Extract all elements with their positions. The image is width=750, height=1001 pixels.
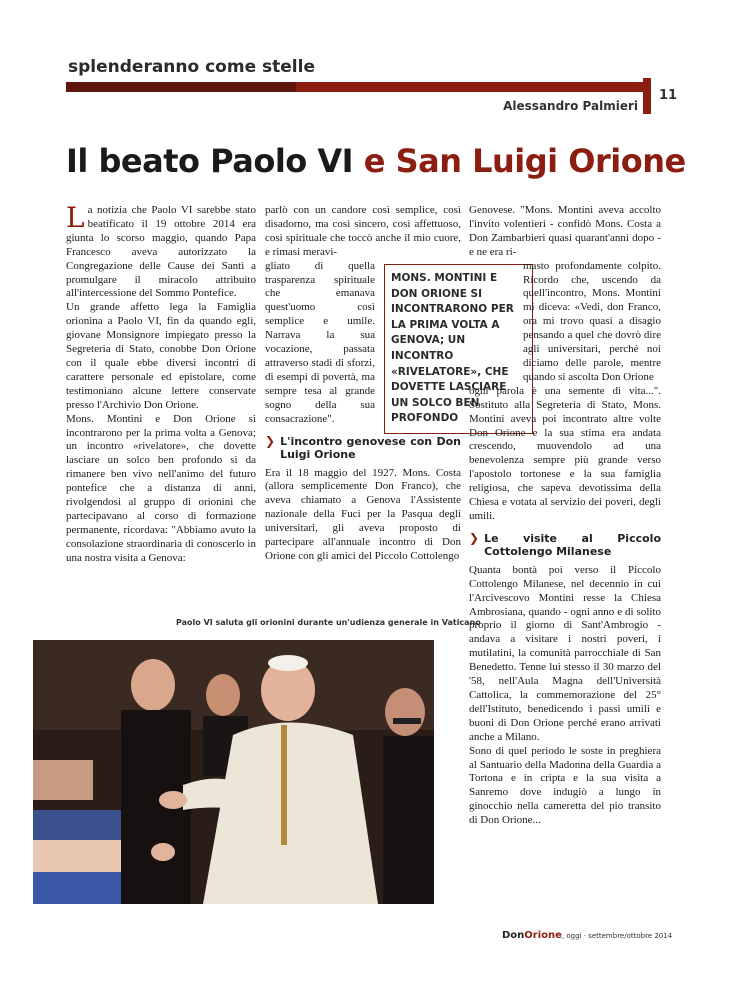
paragraph: Mons. Montini e Don Orione si incontrarono per la prima volta a Genova; un incontro «rivelatore», che dovette lasciare un solco ben profondo si da rimanere ben vivo nell'animo del futuro pontefice che a distanza di anni, rivolgendosi al gruppo di orionini che partecipavano al corso di formazione permanente, ricordava: "Abbiamo avuto la consolazione straordinaria di conoscerlo in una nostra visita a Genova:: [66, 412, 256, 564]
brand-suffix: , oggi · settembre/ottobre 2014: [561, 932, 673, 940]
arrow-icon: ❯: [469, 530, 480, 545]
intro-paragraph: [66, 201, 256, 301]
page-number: 11: [659, 88, 678, 103]
title-part-1: Il beato Paolo VI: [66, 142, 354, 180]
paragraph: Genovese. "Mons. Montini aveva accolto l'invito volentieri - confidò Mons. Costa a Don Zambarbieri quasi quarant'anni dopo - e ne era ri-: [469, 204, 661, 258]
photo-caption: Paolo VI saluta gli orionini durante un'udienza generale in Vaticano: [176, 618, 481, 627]
subheading-text: L'incontro genovese con Don Luigi Orione: [280, 434, 461, 461]
paragraph: gliato di quella trasparenza spirituale che emanava quest'uomo così semplice e umile. Narrava la sua vocazione, passata attraverso stadi di sforzi, di esempi di povertà, ma sempre tesa al grande sogno della sua consacrazione".: [265, 259, 375, 425]
dropcap: L: [66, 201, 85, 234]
section-title: splenderanno come stelle: [68, 57, 315, 77]
intro-text: a notizia che Paolo VI sarebbe stato beatificato il 19 ottobre 2014 era giunta lo scorso maggio, quando Papa Francesco aveva autorizzato la Congregazione delle Cause dei Santi a promulgare il miracolo attribuito all'intercessione del Sommo Pontefice.: [66, 204, 256, 300]
paragraph: masto profondamente colpito. Ricordo che, uscendo da quell'incontro, Mons. Montini mi diceva: «Vedi, don Franco, ora mi trovo quasi a disagio pensando a quel che dovrò dire agli universitari, perché noi diciamo delle parole, mentre quando si ascolta Don Orione: [523, 259, 661, 383]
article-title: [66, 142, 686, 180]
brand-part-2: Orione: [524, 930, 562, 941]
paragraph: Quanta bontà poi verso il Piccolo Cottolengo Milanese, nel decennio in cui l'Arcivescovo Montini resse la Chiesa Ambrosiana, quando - ogni anno e di solito proprio il giorno di Sant'Ambrogio - andava a visitare i nostri poveri, i mutilatini, la comunità parrocchiale di San Benedetto. Tenne lui stesso il 30 marzo del '58, nell'Aula Magna dell'Università Cattolica, la commemorazione del 25° dell'Istituto, benedicendo i passi umili e buoni di Don Orione perché erano arrivati anche a Milano.: [469, 563, 661, 743]
subheading-text: Le visite al Piccolo Cottolengo Milanese: [484, 531, 661, 558]
title-part-2: e San Luigi Orione: [363, 142, 686, 180]
arrow-icon: ❯: [265, 433, 276, 448]
article-photo: [33, 640, 434, 904]
pull-quote: MONS. MONTINI E DON ORIONE SI INCONTRARONO PER LA PRIMA VOLTA A GENOVA; UN INCONTRO «RIVELATORE», CHE DOVETTE LASCIARE UN SOLCO BEN PROFONDO: [384, 264, 533, 434]
paragraph: Sono di quel periodo le soste in preghiera al Santuario della Madonna della Guardia a Tortona e in cripta e la sua visita a Sanremo dove indugiò a lungo in ginocchio nella cameretta del pio transito di Don Orione...: [469, 744, 661, 827]
photo-illustration: [33, 640, 434, 904]
subheading-1: [265, 435, 461, 461]
footer-brand: [502, 930, 672, 941]
page-marker: [643, 78, 651, 114]
column-1: [66, 201, 256, 566]
paragraph: parlò con un candore così semplice, così disadorno, ma così sincero, così affettuoso, così spirituale che toccò anche il mio cuore, e rimasi meravi-: [265, 204, 461, 258]
brand-part-1: Don: [502, 930, 525, 941]
paragraph: Un grande affetto lega la Famiglia orionina a Paolo VI, fin da quando egli, giovane Monsignore impiegato presso la Segreteria di Stato, conobbe Don Orione con il quale ebbe diversi incontri di carattere personale ed epistolare, come testimoniano alcune lettere conservate presso l'Archivio Don Orione.: [66, 301, 256, 411]
paragraph: ogni parola è una semente di vita...". Sostituto alla Segreteria di Stato, Mons. Montini aveva poi incontrato altre volte Don Orione e la sua stima era andata crescendo, muovendolo ad una benevolenza sempre più grande verso l'apostolo tortonese e la sua famiglia religiosa, che sapeva devotissima della Chiesa e votata al servizio dei poveri, degli umili.: [469, 384, 661, 522]
subheading-2: [469, 532, 661, 558]
author-name: Alessandro Palmieri: [503, 99, 638, 113]
paragraph: Era il 18 maggio del 1927. Mons. Costa (allora semplicemente Don Franco), che aveva chiamato a Genova l'Assistente nazionale della Fuci per la Pasqua degli universitari, gli aveva proposto di partecipare all'annuale incontro di Don Orione con gli amici del Piccolo Cottolengo: [265, 466, 461, 562]
column-3: [469, 204, 661, 828]
section-divider-accent: [66, 82, 296, 92]
